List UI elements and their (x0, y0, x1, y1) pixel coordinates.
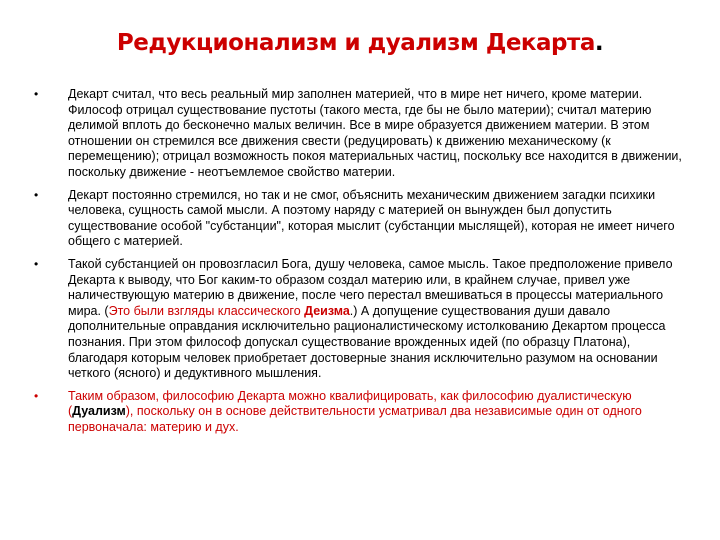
bullet-marker: • (34, 187, 39, 202)
bullet-text: Декарт считал, что весь реальный мир заполнен материей, что в мире нет ничего, кроме материи. Философ отрицал существование пустоты (такого места, где бы не было материи); считал материю делимой вплоть до бесконечно малых величин. Все в мире образуется движением материи. В этом отношении он стремился все движения свести (редуцировать) к движению механическому (к перемещению); отрицал возможность покоя материальных частиц, поскольку все находится в движении, поскольку движение - неотъемлемое свойство материи. (68, 87, 682, 179)
bullet-marker: • (34, 87, 39, 101)
bullet-text-part1: Такой субстанцией он провозгласил Бога, душу человека, самое мысль. Такое предположение привело Декарта к выводу, что Бог каким-то образом создал материю или, в крайнем случае, привел уже наличествующую материю в движение, после чего перестал вмешиваться в процессы материального мира. ( (68, 256, 673, 318)
bullet-text-part2: ), поскольку он в основе действительности усматривал два независимые один от одного первоначала: материю и дух. (68, 404, 642, 434)
bullet-item-conclusion (34, 389, 684, 436)
title-dot: . (594, 30, 604, 56)
title-text: Редукционализм и дуализм Декарта (116, 30, 595, 56)
bullet-text-deism: Деизма (304, 303, 350, 318)
bullet-item (34, 188, 684, 250)
bullet-text: Декарт постоянно стремился, но так и не смог, объяснить механическим движением загадки психики человека, сущность самой мысли. А поэтому наряду с материей он вынужден был допустить существование особой "субстанции", которая мыслит (субстанции мыслящей), которая не имеет ничего общего с материей. (68, 187, 675, 249)
bullet-marker: • (34, 388, 39, 403)
bullet-item (34, 257, 684, 382)
bullet-text-part2: .) А допущение существования души давало дополнительные оправдания исключительно рационалистическому истолкованию Декартом процесса познания. При этом философ допускал существование врожденных идей (по образцу Платона), благодаря которым человек приобретает достоверные знания исключительно разумом на основании четкого (ясного) и дедуктивного мышления. (68, 303, 666, 381)
bullet-list (34, 87, 684, 442)
bullet-text (68, 389, 642, 434)
bullet-text-part1: Таким образом, философию Декарта можно квалифицировать, как философию дуалистическую ( (68, 388, 632, 419)
bullet-marker: • (34, 256, 39, 271)
slide-title (0, 27, 720, 59)
bullet-text-dualism: Дуализм (72, 404, 126, 419)
bullet-item (34, 87, 684, 181)
bullet-text-red: Это были взгляды классического (108, 303, 305, 318)
bullet-text (68, 257, 673, 380)
